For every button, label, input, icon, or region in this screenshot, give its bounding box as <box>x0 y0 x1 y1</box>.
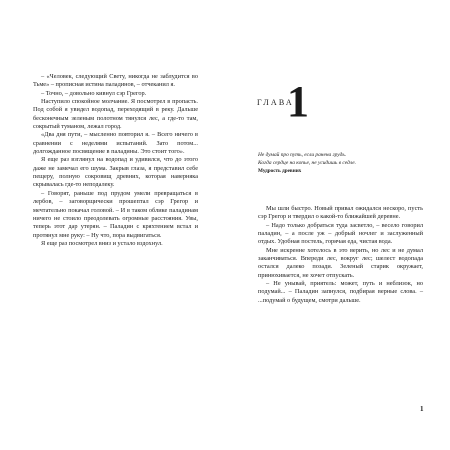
paragraph: Мы шли быстро. Новый привал ожидался нескоро, пусть сэр Грегор и твердил о какой-то ближайшей деревне. <box>258 205 423 221</box>
paragraph: – Точно, – довольно кивнул сэр Грегор. <box>41 89 147 97</box>
right-page-text <box>258 205 423 305</box>
paragraph: – Надо только добраться туда засветло, – весело говорил паладин, – а после уж – добрый ночлег и заслуженный отдых. Удобная постель, горячая еда, чистая вода. <box>258 221 423 246</box>
epigraph-source: Мудрость древних <box>258 167 302 174</box>
chapter-heading <box>257 77 317 126</box>
paragraph: Наступило спокойное молчание. Я посмотрел в пропасть. Под собой я увидел водопад, переходящий в реку. Дальше бесконечным зеленым полотном тянулся лес, а где-то там, сокрытый туманом, лежал город. <box>33 98 198 131</box>
paragraph: Я еще раз посмотрел вниз и устало вздохнул. <box>41 239 163 247</box>
epigraph-line: Не думай про путь, если ранена грудь. <box>258 152 347 158</box>
paragraph: «Два дня пути, – мысленно повторил я. – Всего ничего в сравнении с неделями испытаний. Зато потом... долгожданное посвящение в паладины. Это стоит того». <box>33 131 198 156</box>
epigraph <box>258 152 418 175</box>
paragraph: Я еще раз взглянул на водопад и удивился, что до этого даже не замечал его шума. Закрыв глаза, я представил себе пещеру, полную сокровищ древних, которая наверняка скрывалась где-то неподалеку. <box>33 156 198 189</box>
paragraph: – Не унывай, приятель: может, путь и неблизок, но подумай... – Паладин запнулся, подбирая верные слова. – ...подумай о будущем, смотри дальше. <box>258 280 423 304</box>
chapter-number: 1 <box>287 77 309 126</box>
chapter-label: ГЛАВА <box>257 98 294 107</box>
epigraph-line: Когда сердце на копье, не усидишь в седле. <box>258 159 356 166</box>
left-page-text <box>33 73 198 248</box>
paragraph: – «Человек, следующий Свету, никогда не заблудится во Тьме» – прописная истина паладинов, – отчеканил я. <box>33 73 198 89</box>
page-number: 1 <box>420 405 424 413</box>
paragraph: – Говорят, раньше под прудом умели превращаться в лербов, – заговорщически прошептал сэр Грегор и мечтательно покачал головой. – И в таком облике паладинам ничего не стоило преодолевать огромные расстояния. Увы, теперь этот дар утерян. – Паладин с кряхтением встал и протянул мне руку: – Ну что, пора выдвигаться. <box>33 189 198 239</box>
paragraph: Мне искренне хотелось в это верить, но лес и не думал заканчиваться. Впереди лес, вокруг лес; шелест водопада остался далеко позади. Зеленый старик окружает, принюхивается, не хочет отпускать. <box>258 246 423 279</box>
